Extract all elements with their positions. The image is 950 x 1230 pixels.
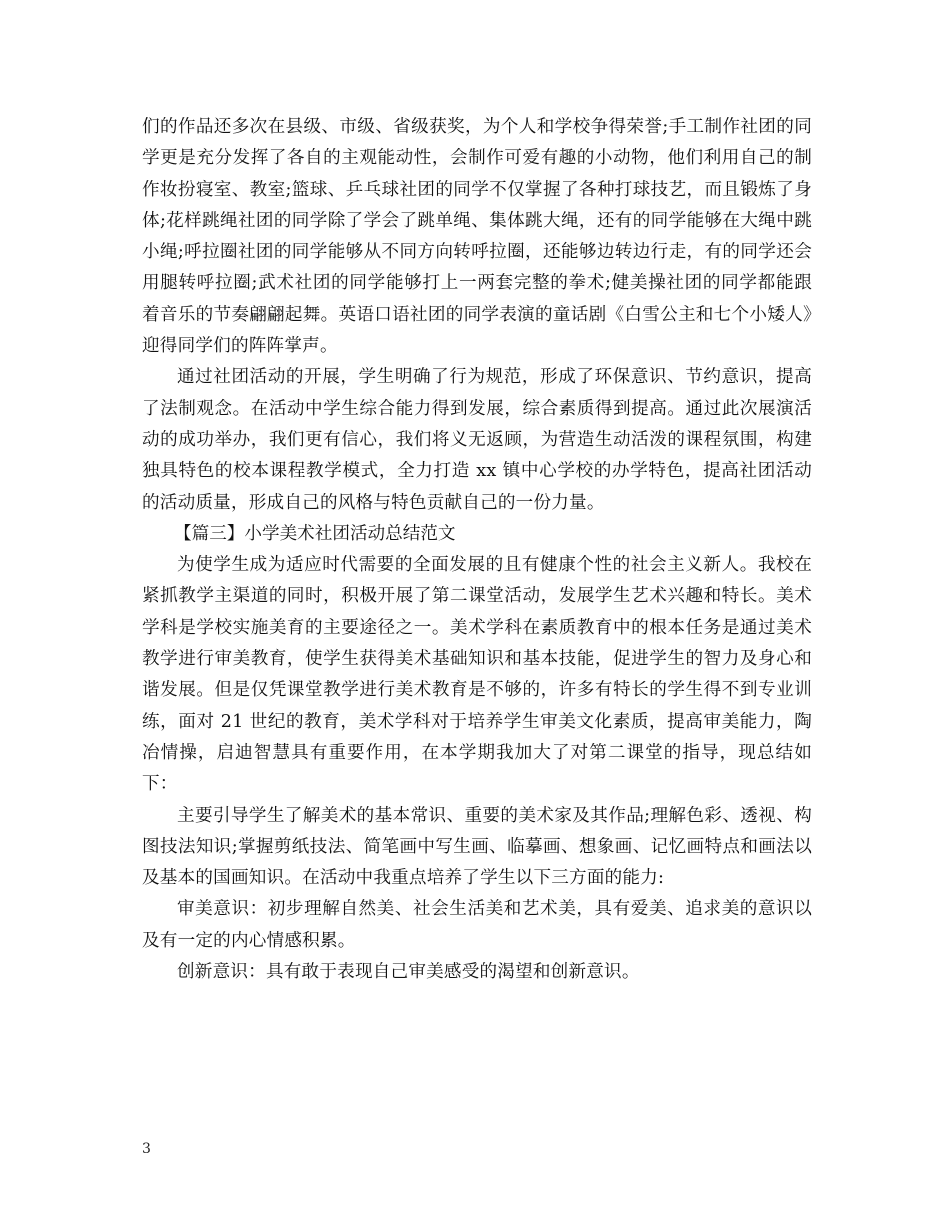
section-heading: 【篇三】小学美术社团活动总结范文 bbox=[174, 523, 456, 544]
body-paragraph: 通过社团活动的开展，学生明确了行为规范，形成了环保意识、节约意识，提高了法制观念。在活动中学生综合能力得到发展，综合素质得到提高。通过此次展演活动的成功举办，我们更有信心，我们将义无返顾，为营造生动活泼的课程氛围，构建独具特色的校本课程教学模式，全力打造 xx 镇中心学校的办学特色，提高社团活动的活动质量，形成自己的风格与特色贡献自己的一份力量。 bbox=[142, 367, 812, 513]
body-paragraph: 为使学生成为适应时代需要的全面发展的且有健康个性的社会主义新人。我校在紧抓教学主渠道的同时，积极开展了第二课堂活动，发展学生艺术兴趣和特长。美术学科是学校实施美育的主要途径之一。美术学科在素质教育中的根本任务是通过美术教学进行审美教育，使学生获得美术基础知识和基本技能，促进学生的智力及身心和谐发展。但是仅凭课堂教学进行美术教育是不够的，许多有特长的学生得不到专业训练，面对 21 世纪的教育，美术学科对于培养学生审美文化素质，提高审美能力，陶冶情操，启迪智慧具有重要作用，在本学期我加大了对第二课堂的指导，现总结如下： bbox=[142, 555, 812, 795]
page-number: 3 bbox=[142, 1141, 151, 1157]
body-paragraph: 创新意识：具有敢于表现自己审美感受的渴望和创新意识。 bbox=[177, 962, 640, 983]
body-paragraph: 主要引导学生了解美术的基本常识、重要的美术家及其作品;理解色彩、透视、构图技法知识;掌握剪纸技法、简笔画中写生画、临摹画、想象画、记忆画特点和画法以及基本的国画知识。在活动中我重点培养了学生以下三方面的能力: bbox=[142, 805, 812, 889]
body-paragraph: 们的作品还多次在县级、市级、省级获奖，为个人和学校争得荣誉;手工制作社团的同学更是充分发挥了各自的主观能动性，会制作可爱有趣的小动物，他们利用自己的制作妆扮寝室、教室;篮球、乒乓球社团的同学不仅掌握了各种打球技艺，而且锻炼了身体;花样跳绳社团的同学除了学会了跳单绳、集体跳大绳，还有的同学能够在大绳中跳小绳;呼拉圈社团的同学能够从不同方向转呼拉圈，还能够边转边行走，有的同学还会用腿转呼拉圈;武术社团的同学能够打上一两套完整的拳术;健美操社团的同学都能跟着音乐的节奏翩翩起舞。英语口语社团的同学表演的童话剧《白雪公主和七个小矮人》迎得同学们的阵阵掌声。 bbox=[142, 117, 812, 357]
body-paragraph: 审美意识：初步理解自然美、社会生活美和艺术美，具有爱美、追求美的意识以及有一定的内心情感积累。 bbox=[142, 899, 812, 951]
document-body bbox=[142, 112, 812, 988]
